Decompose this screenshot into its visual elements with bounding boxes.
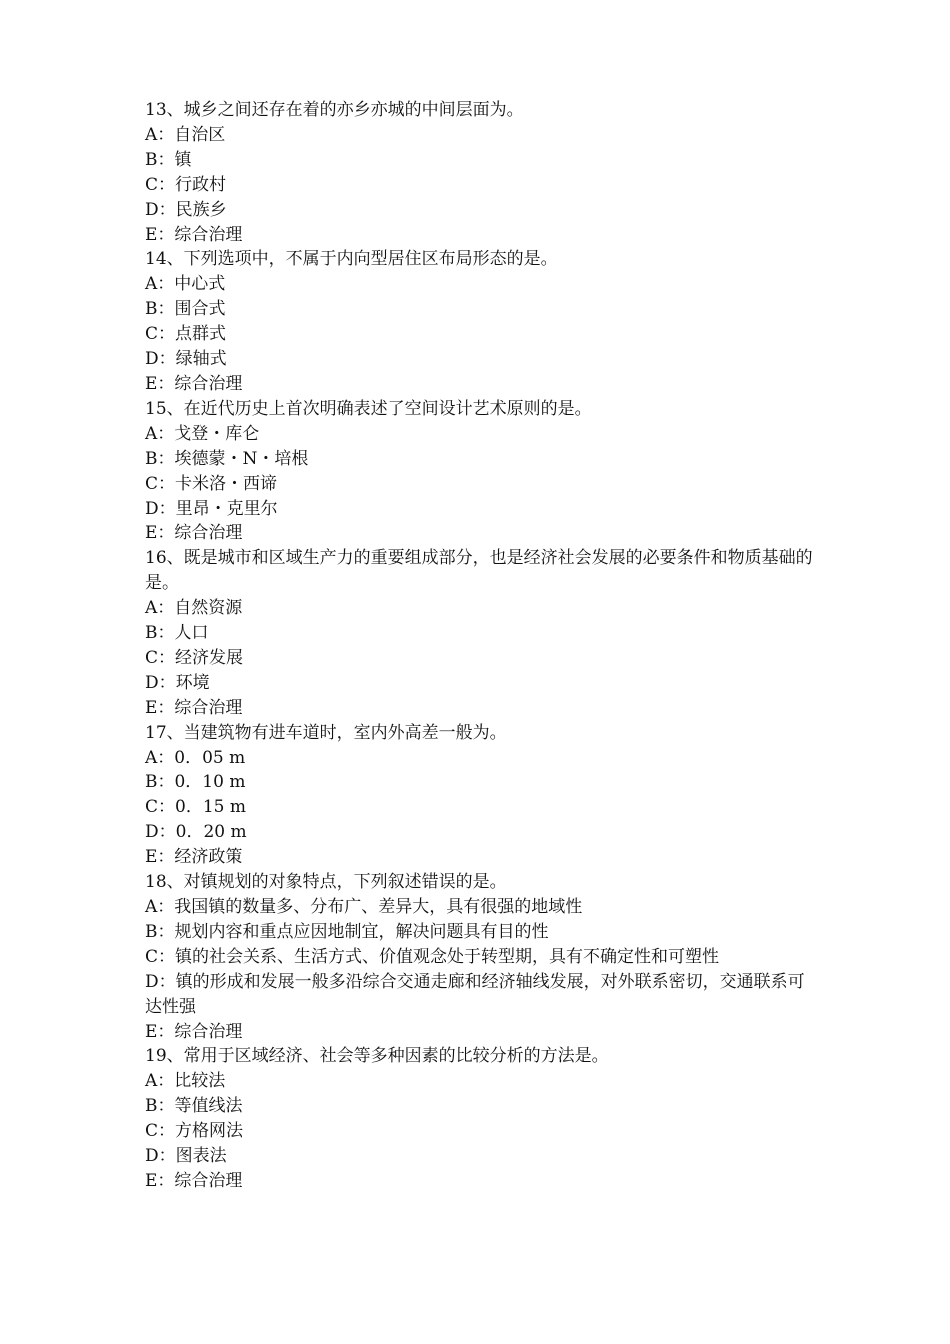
option-b: B：规划内容和重点应因地制宜，解决问题具有目的性 xyxy=(145,921,549,942)
option-c: C：方格网法 xyxy=(145,1121,244,1142)
option-c: C：点群式 xyxy=(145,324,227,345)
option-b: B：等值线法 xyxy=(145,1096,243,1117)
question-stem: 17、当建筑物有进车道时，室内外高差一般为。 xyxy=(145,722,507,743)
option-c: C：卡米洛・西谛 xyxy=(145,473,278,494)
option-a: A：中心式 xyxy=(145,274,226,295)
question-stem: 13、城乡之间还存在着的亦乡亦城的中间层面为。 xyxy=(145,100,524,120)
option-a: A：我国镇的数量多、分布广、差异大，具有很强的地域性 xyxy=(145,897,583,917)
question-stem: 19、常用于区域经济、社会等多种因素的比较分析的方法是。 xyxy=(145,1046,609,1067)
option-e: E：综合治理 xyxy=(145,697,243,718)
option-b: B：人口 xyxy=(145,623,209,644)
option-a: A：自治区 xyxy=(145,124,226,145)
option-d: D：图表法 xyxy=(145,1146,227,1167)
option-a: A：戈登・库仑 xyxy=(145,423,260,444)
option-b: B：埃德蒙・N・培根 xyxy=(145,448,309,469)
option-e: E：综合治理 xyxy=(145,523,243,544)
document-page xyxy=(145,98,815,1194)
option-e: E：经济政策 xyxy=(145,847,243,868)
option-a: A：自然资源 xyxy=(145,598,243,619)
question-block xyxy=(145,721,815,870)
option-a: A：比较法 xyxy=(145,1071,226,1092)
question-block xyxy=(145,98,815,247)
option-b: B：0．10 m xyxy=(145,772,246,793)
option-c: C：经济发展 xyxy=(145,647,244,668)
option-e: E：综合治理 xyxy=(145,1021,243,1042)
option-d: D：绿轴式 xyxy=(145,349,227,370)
option-d: D：镇的形成和发展一般多沿综合交通走廊和经济轴线发展，对外联系密切，交通联系可达性强 xyxy=(145,971,805,1017)
option-d: D：里昂・克里尔 xyxy=(145,498,278,519)
option-c: C：0．15 m xyxy=(145,797,246,818)
question-stem: 14、下列选项中，不属于内向型居住区布局形态的是。 xyxy=(145,249,558,270)
option-b: B：镇 xyxy=(145,149,192,170)
question-block xyxy=(145,397,815,546)
option-e: E：综合治理 xyxy=(145,373,243,394)
option-d: D：环境 xyxy=(145,672,210,693)
question-block xyxy=(145,1044,815,1193)
option-d: D：民族乡 xyxy=(145,199,227,220)
question-stem: 18、对镇规划的对象特点，下列叙述错误的是。 xyxy=(145,872,507,893)
option-a: A：0．05 m xyxy=(145,747,246,768)
option-d: D：0．20 m xyxy=(145,822,247,843)
option-c: C：镇的社会关系、生活方式、价值观念处于转型期，具有不确定性和可塑性 xyxy=(145,946,720,967)
question-block xyxy=(145,546,815,720)
question-block xyxy=(145,247,815,396)
option-e: E：综合治理 xyxy=(145,224,243,245)
option-e: E：综合治理 xyxy=(145,1170,243,1191)
question-block xyxy=(145,870,815,1044)
question-stem: 15、在近代历史上首次明确表述了空间设计艺术原则的是。 xyxy=(145,398,592,419)
option-b: B：围合式 xyxy=(145,299,226,320)
question-stem: 16、既是城市和区域生产力的重要组成部分，也是经济社会发展的必要条件和物质基础的是。 xyxy=(145,548,813,594)
option-c: C：行政村 xyxy=(145,174,227,195)
